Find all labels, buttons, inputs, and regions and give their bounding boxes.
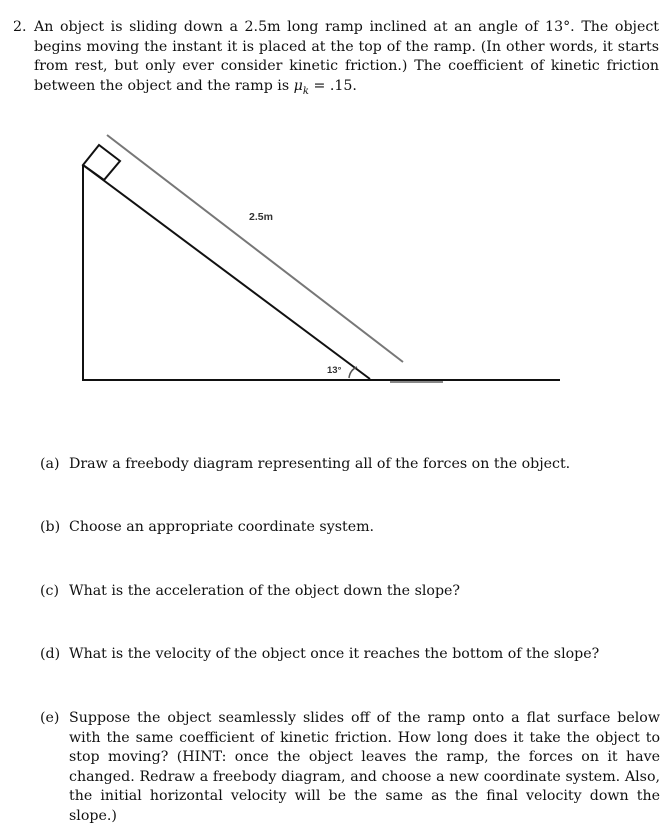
- object-block: [83, 145, 120, 180]
- problem-text: [34, 18, 659, 101]
- part-b: [40, 518, 660, 538]
- part-d-label: (d): [40, 646, 61, 662]
- part-e-text: Suppose the object seamlessly slides off of the ramp onto a flat surface below with the same coefficient of kinetic friction. How long does it take the object to stop moving? (HINT: once the object leaves the ramp, the forces on it have changed. Redraw a freebody diagram, and choose a new coordinate system. Also, the initial horizontal velocity will be the same as the final velocity down the slope.): [69, 710, 660, 824]
- part-d-text: What is the velocity of the object once it reaches the bottom of the slope?: [69, 646, 600, 662]
- part-a: [40, 455, 660, 475]
- angle-label: 13°: [327, 365, 342, 376]
- problem-number: 2.: [13, 19, 27, 35]
- ramp-incline: [83, 165, 370, 379]
- part-c: [40, 582, 660, 602]
- part-b-label: (b): [40, 519, 61, 535]
- ramp-diagram: [0, 120, 669, 400]
- problem-statement: [13, 18, 659, 101]
- part-a-label: (a): [40, 456, 60, 472]
- part-b-text: Choose an appropriate coordinate system.: [69, 519, 375, 535]
- length-measure-line: [107, 135, 403, 362]
- part-c-label: (c): [40, 583, 60, 599]
- part-c-text: What is the acceleration of the object down the slope?: [69, 583, 461, 599]
- problem-text-main: An object is sliding down a 2.5m long ramp inclined at an angle of 13°. The object begins moving the instant it is placed at the top of the ramp. (In other words, it starts from rest, but only ever consider kinetic friction.) The coefficient of kinetic friction between the object and the ramp is: [34, 19, 659, 94]
- mu-k-symbol: $\mu_k$: [293, 77, 309, 97]
- length-label: 2.5m: [249, 211, 273, 223]
- part-d: [40, 645, 660, 665]
- part-a-text: Draw a freebody diagram representing all of the forces on the object.: [69, 456, 571, 472]
- mu-k-value: = .15.: [308, 77, 357, 94]
- part-e-label: (e): [40, 710, 60, 726]
